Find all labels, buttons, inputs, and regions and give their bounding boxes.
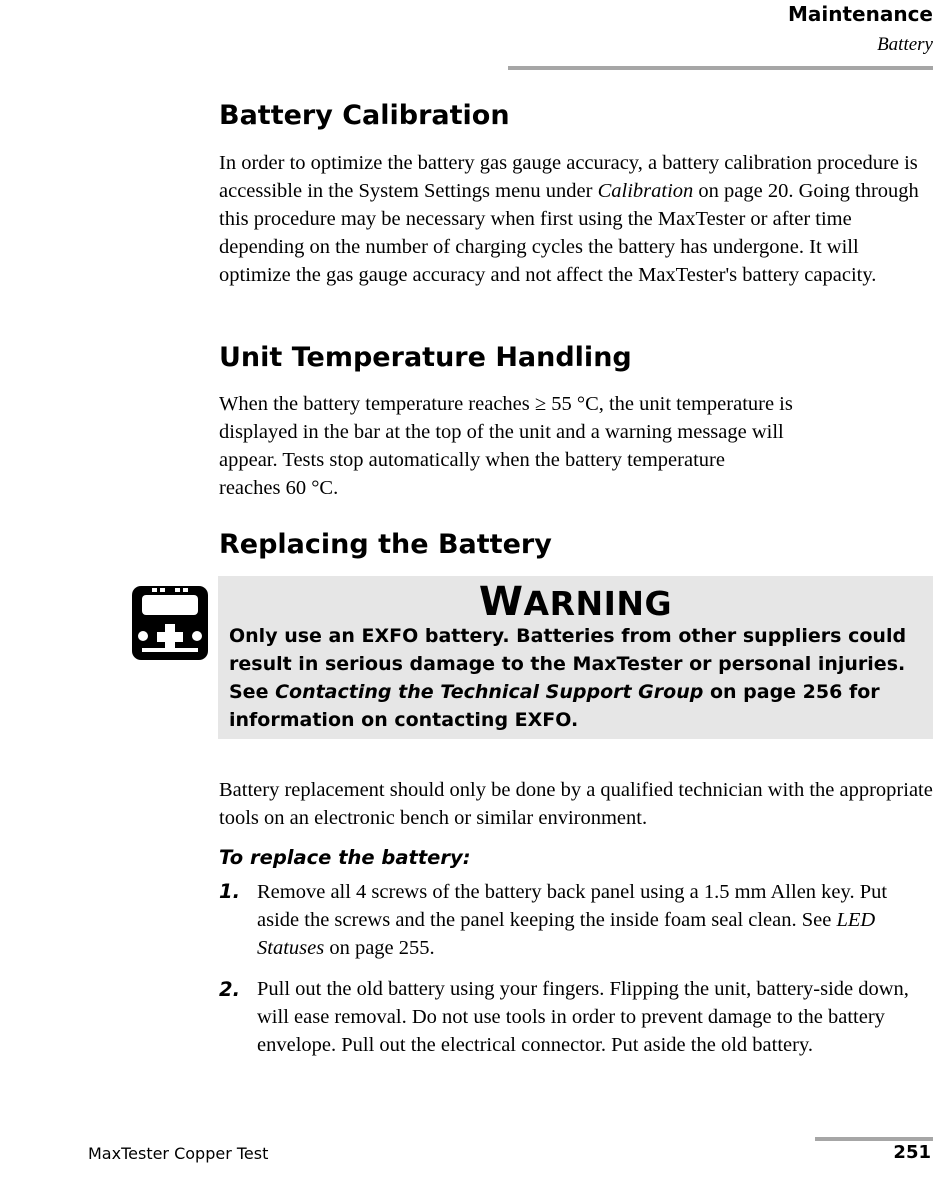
footer-rule bbox=[815, 1137, 933, 1141]
paragraph-line: When the battery temperature reaches ≥ 55 °C, the unit temperature is bbox=[219, 393, 793, 415]
replacement-intro-paragraph: Battery replacement should only be done by a qualified technician with the appropriate tools on an electronic bench or similar environment. bbox=[219, 779, 933, 829]
header-section-title: Maintenance bbox=[787, 2, 933, 26]
battery-calibration-paragraph bbox=[219, 149, 935, 289]
led-statuses-link[interactable]: LED Statuses bbox=[257, 909, 876, 959]
step-text: Pull out the old battery using your fingers. Flipping the unit, battery-side down, will ease removal. Do not use tools in order to prevent damage to the battery envelope. Pull out the electrical connector. Put aside the old battery. bbox=[257, 978, 909, 1056]
warning-ambulance-icon bbox=[130, 584, 210, 662]
warning-text-part: Only use an EXFO battery. Batteries from other suppliers could result in serious damage to the MaxTester or personal injuries. See bbox=[229, 625, 907, 703]
technical-support-link[interactable]: Contacting the Technical Support Group bbox=[275, 681, 704, 703]
warning-text-part: on page 256 for information on contacting EXFO. bbox=[229, 681, 880, 731]
paragraph-text: In order to optimize the battery gas gauge accuracy, a battery calibration procedure is accessible in the System Settings menu under bbox=[219, 152, 918, 202]
paragraph-line: reaches 60 °C. bbox=[219, 477, 339, 499]
replacing-battery-heading: Replacing the Battery bbox=[219, 529, 552, 560]
warning-title bbox=[218, 579, 933, 625]
battery-calibration-heading: Battery Calibration bbox=[219, 100, 510, 131]
paragraph-text: on page 20. Going through this procedure may be necessary when first using the MaxTester or after time depending on the number of charging cycles the battery has undergone. It will optimize the gas gauge accuracy and not affect the MaxTester's battery capacity. bbox=[219, 180, 919, 286]
step-number: 2. bbox=[219, 978, 240, 1001]
warning-text bbox=[229, 622, 923, 734]
footer-product-name: MaxTester Copper Test bbox=[88, 1144, 269, 1163]
page-number: 251 bbox=[893, 1142, 931, 1163]
temperature-heading: Unit Temperature Handling bbox=[219, 342, 632, 373]
step-text-part: Remove all 4 screws of the battery back panel using a 1.5 mm Allen key. Put aside the screws and the panel keeping the inside foam seal clean. See bbox=[257, 881, 888, 931]
warning-box bbox=[218, 576, 933, 739]
procedure-title: To replace the battery: bbox=[219, 846, 471, 869]
header-rule bbox=[508, 66, 933, 70]
step-text-part: on page 255. bbox=[324, 937, 435, 959]
warning-title-initial: W bbox=[478, 579, 524, 625]
warning-title-rest: ARNING bbox=[523, 584, 673, 623]
header-subsection-title: Battery bbox=[877, 34, 933, 55]
step-text bbox=[257, 878, 933, 962]
step-number: 1. bbox=[219, 880, 240, 903]
paragraph-line: displayed in the bar at the top of the unit and a warning message will bbox=[219, 421, 784, 443]
paragraph-line: appear. Tests stop automatically when the battery temperature bbox=[219, 449, 725, 471]
calibration-link[interactable]: Calibration bbox=[597, 180, 694, 202]
temperature-paragraph bbox=[219, 390, 935, 502]
